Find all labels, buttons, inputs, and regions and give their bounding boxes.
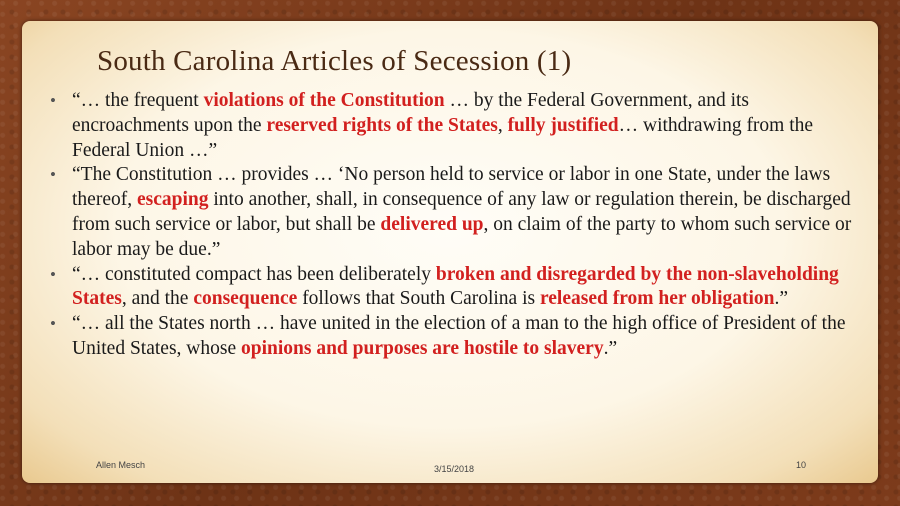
bullet-emphasis: delivered up: [380, 213, 484, 235]
bullet-emphasis: reserved rights of the States: [266, 114, 498, 136]
bullet-item: [48, 89, 858, 163]
bullet-text: “… the frequent: [72, 90, 204, 111]
bullet-text: , and the: [121, 288, 194, 310]
bullet-emphasis: violations of the Constitution: [203, 90, 445, 111]
bullet-dot-icon: •: [50, 91, 56, 110]
bullet-item: [48, 312, 858, 362]
slide: [22, 21, 878, 483]
footer-author: Allen Mesch: [96, 460, 146, 470]
bullet-emphasis: broken and disregarded by the non-slaveholding States: [72, 263, 839, 310]
bullet-emphasis: fully justified: [507, 114, 619, 136]
bullet-text: “… constituted compact has been deliberately: [72, 263, 436, 285]
bullet-emphasis: released from her obligation: [539, 288, 775, 310]
bullet-item: [48, 163, 858, 262]
bullet-dot-icon: •: [50, 165, 56, 185]
bullet-text: , on claim of the party to whom such service or labor may be due.”: [72, 213, 852, 260]
bullet-text: follows that South Carolina is: [297, 288, 540, 310]
bullet-text: .”: [603, 337, 618, 359]
bullet-text: “The Constitution … provides … ‘No person held to service or labor in one State, under the laws thereof,: [72, 164, 831, 211]
bullet-dot-icon: •: [50, 264, 56, 284]
bullet-emphasis: opinions and purposes are hostile to slavery: [240, 337, 604, 359]
bullet-text: “… all the States north … have united in the election of a man to the high office of President of the United States, whose: [72, 313, 846, 359]
bullet-text: ,: [497, 114, 508, 136]
bullet-text: … by the Federal Government, and its encroachments upon the: [72, 90, 750, 136]
bullet-list: [48, 89, 858, 362]
footer-date: 3/15/2018: [434, 464, 475, 474]
bullet-dot-icon: •: [50, 314, 56, 334]
bullet-text: … withdrawing from the Federal Union …”: [72, 114, 814, 161]
bullet-text: into another, shall, in consequence of any law or regulation therein, be discharged from such service or labor, but shall be: [72, 189, 851, 235]
slide-title: South Carolina Articles of Secession (1): [97, 45, 572, 77]
bullet-emphasis: escaping: [136, 189, 209, 211]
bullet-text: .”: [774, 288, 789, 310]
bullet-item: [48, 263, 858, 313]
bullet-emphasis: consequence: [193, 288, 298, 310]
page-number: 10: [796, 460, 807, 470]
